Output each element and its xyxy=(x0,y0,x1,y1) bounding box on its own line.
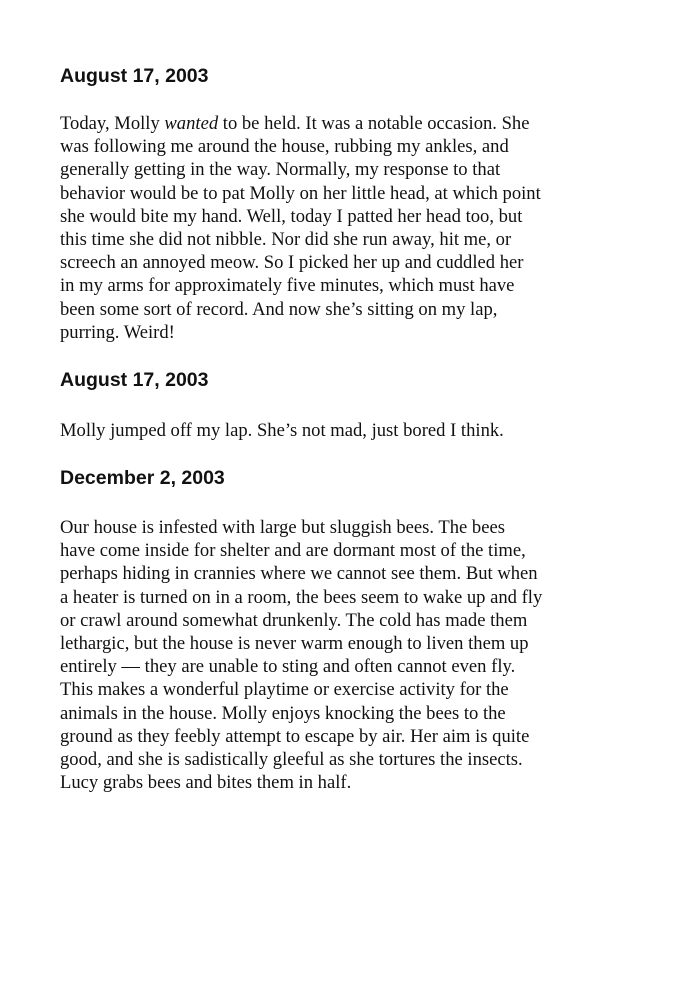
body-line: ground as they feebly attempt to escape by air. Her aim is quite xyxy=(60,725,530,747)
entry-body xyxy=(60,516,590,794)
body-line: Lucy grabs bees and bites them in half. xyxy=(60,772,352,794)
body-line: she would bite my hand. Well, today I patted her head too, but xyxy=(60,205,523,227)
body-line: this time she did not nibble. Nor did she run away, hit me, or xyxy=(60,229,512,251)
entry-date-heading: December 2, 2003 xyxy=(60,467,225,489)
body-line: in my arms for approximately five minutes, which must have xyxy=(60,275,515,297)
emphasized-word: wanted xyxy=(164,113,219,134)
body-line: screech an annoyed meow. So I picked her up and cuddled her xyxy=(60,252,524,274)
journal-entry xyxy=(60,64,590,344)
journal-entry xyxy=(60,368,590,442)
body-line: Molly jumped off my lap. She’s not mad, just bored I think. xyxy=(60,420,504,441)
entry-date-heading: August 17, 2003 xyxy=(60,369,209,391)
line-text-after: to be held. It was a notable occasion. She xyxy=(218,113,530,134)
body-line: been some sort of record. And now she’s sitting on my lap, xyxy=(60,298,498,320)
journal-entry xyxy=(60,466,590,794)
body-line xyxy=(60,112,590,135)
body-line: purring. Weird! xyxy=(60,321,175,343)
entry-body xyxy=(60,112,590,344)
body-line: animals in the house. Molly enjoys knocking the bees to the xyxy=(60,702,506,724)
body-line: a heater is turned on in a room, the bees seem to wake up and fly xyxy=(60,586,543,608)
entry-date-heading: August 17, 2003 xyxy=(60,65,209,87)
body-line: generally getting in the way. Normally, my response to that xyxy=(60,159,501,181)
body-line: perhaps hiding in crannies where we cannot see them. But when xyxy=(60,563,538,585)
body-line: was following me around the house, rubbing my ankles, and xyxy=(60,136,509,158)
body-line: or crawl around somewhat drunkenly. The cold has made them xyxy=(60,609,528,631)
entry-body xyxy=(60,419,590,442)
body-line: This makes a wonderful playtime or exercise activity for the xyxy=(60,679,509,701)
body-line: Our house is infested with large but sluggish bees. The bees xyxy=(60,517,505,538)
line-text-before: Today, Molly xyxy=(60,113,165,134)
body-line: behavior would be to pat Molly on her little head, at which point xyxy=(60,182,541,204)
body-line: lethargic, but the house is never warm enough to liven them up xyxy=(60,633,529,655)
body-line: good, and she is sadistically gleeful as she tortures the insects. xyxy=(60,749,523,771)
body-line: have come inside for shelter and are dormant most of the time, xyxy=(60,540,526,562)
body-line: entirely — they are unable to sting and often cannot even fly. xyxy=(60,656,516,678)
